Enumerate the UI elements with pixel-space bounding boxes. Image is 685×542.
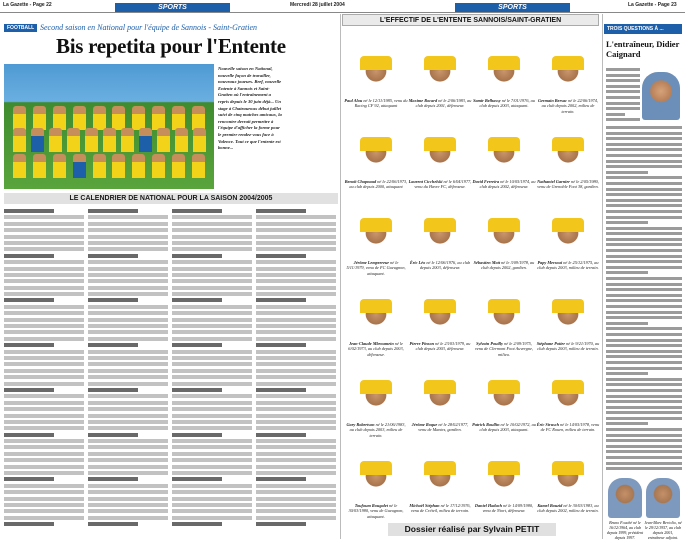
player-info: né le 12/11/1985, venu du Racing CF 92, attaquant <box>354 98 408 109</box>
player-photo <box>424 299 456 339</box>
player-info: né le 2/05/1980, venu de Grenoble Foot 38, gardien. <box>537 179 599 190</box>
player-photo <box>552 380 584 420</box>
team-photo <box>4 64 214 189</box>
sidebar-title: L'entraîneur, Didier Caignard <box>606 39 680 59</box>
left-section-band: SPORTS <box>115 3 230 12</box>
player-caption <box>536 260 600 271</box>
player-card <box>536 273 600 354</box>
player-info: né le 3/09/1978, au club depuis 2002, gardien. <box>481 260 535 271</box>
player-caption <box>472 503 536 514</box>
player-name: Laurent Cicchelski <box>408 179 443 184</box>
calendar-column <box>4 209 84 537</box>
player-info: né le 30/03/1980, venu de Gueugnon, attaquant. <box>348 503 404 519</box>
player-name: Patrick Roullin <box>472 422 500 427</box>
player-card <box>536 192 600 273</box>
player-info: né le 10/05/1974, au club depuis 2002, défenseur. <box>479 179 536 190</box>
right-section-band: SPORTS <box>455 3 570 12</box>
player-info: né le 5/11/1979, venu de FC Gueugnon, attaquant. <box>346 260 406 276</box>
president-caption: Bruno Fouché né le 16/12/1964, au club depuis 1999, président depuis 1997. <box>606 520 644 540</box>
sidebar-divider <box>602 14 603 539</box>
player-name: Pierre Pinson <box>409 341 435 346</box>
player-info: né le 21/06/1983, au club depuis 2003, milieu de terrain. <box>349 422 406 438</box>
player-photo <box>424 461 456 501</box>
sidebar-text-body <box>606 126 682 486</box>
player-photo <box>552 218 584 258</box>
player-info: né le 14/09/1980, venu de Niort, défenseur. <box>482 503 534 514</box>
player-caption <box>536 503 600 514</box>
player-card <box>344 273 408 357</box>
player-info: né le 2/09/1975, venu de Clermont Foot Auvergne, milieu. <box>474 341 534 357</box>
player-photo <box>360 218 392 258</box>
player-name: Benoît Chapnaud <box>344 179 377 184</box>
player-caption <box>408 422 472 433</box>
player-caption <box>344 503 408 519</box>
player-name: Sylvain Pouilly <box>476 341 503 346</box>
player-caption <box>472 422 536 433</box>
player-name: Kamel Bouzid <box>537 503 563 508</box>
player-card <box>472 435 536 516</box>
player-name: Jérôme Roque <box>411 422 438 427</box>
player-photo <box>360 380 392 420</box>
calendar-column <box>88 209 168 537</box>
assistant-caption: Jean-Marc Bertolio, né le 29/12/1957, au club depuis 2001, entraîneur adjoint. <box>644 520 682 540</box>
player-info: né le 22/06/1974, au club depuis 2002, milieu de terrain. <box>541 98 599 114</box>
player-caption <box>344 179 408 190</box>
player-photo <box>552 461 584 501</box>
football-tag: FOOTBALL <box>4 24 37 32</box>
player-name: Jérôme Lemprereur <box>353 260 390 265</box>
player-caption <box>408 341 472 352</box>
player-card <box>344 354 408 438</box>
player-photo <box>488 56 520 96</box>
calendar-column <box>172 209 252 537</box>
player-info: né le 6/02/1973, au club depuis 2003, défenseur. <box>348 341 404 357</box>
player-card <box>472 354 536 435</box>
player-photo <box>488 380 520 420</box>
roster-grid <box>344 30 600 517</box>
player-caption <box>536 341 600 352</box>
player-name: Stéphane Potier <box>536 341 566 346</box>
player-caption <box>344 98 408 109</box>
player-info: né le 25/12/1975, au club depuis 2003, milieu de terrain. <box>537 260 599 271</box>
assistant-photo <box>646 478 680 518</box>
player-photo <box>488 218 520 258</box>
player-name: Toufoum Rougalet <box>354 503 388 508</box>
player-photo <box>360 56 392 96</box>
coach-photo <box>642 72 680 120</box>
player-photo <box>424 56 456 96</box>
dossier-credit: Dossier réalisé par Sylvain PETIT <box>388 523 556 536</box>
issue-date: Mercredi 28 juillet 2004 <box>290 2 345 8</box>
player-card <box>408 111 472 192</box>
player-photo <box>424 218 456 258</box>
player-card <box>472 111 536 192</box>
player-info: né le 17/12/1976, venu de Créteil, milieu de terrain. <box>410 503 471 514</box>
player-info: né le 22/06/1973, au club depuis 2000, attaquant <box>349 179 408 190</box>
article-intro: Nouvelle saison en National, nouvelle façon de travailler, nouveaux joueurs. Bref, nouvelle Entente à Sannois et Saint-Gratien où l'entraînement a repris depuis le 30 juin déjà... Un stage à Chateauroux début juillet suivi de cinq matches amicaux, la rencontre devrait permettre à l'équipe d'afficher la forme pour le premier rendez-vous face à Valence. Tout ce que l'entente est bonne... <box>218 66 282 151</box>
player-info: né le 2/06/1983, au club depuis 2001, défenseur. <box>415 98 472 109</box>
player-photo <box>424 137 456 177</box>
player-info: né le 12/06/1976, au club depuis 2003, défenseur. <box>419 260 471 271</box>
player-card <box>536 435 600 516</box>
player-info: né le 23/03/1979, au club depuis 2003, défenseur. <box>415 341 471 352</box>
president-photo <box>608 478 642 518</box>
player-card <box>408 192 472 273</box>
player-card <box>472 30 536 111</box>
player-name: Éric Léo <box>409 260 426 265</box>
player-caption <box>408 98 472 109</box>
player-info: né le 28/02/1977, venu de Mantes, gardien. <box>418 422 469 433</box>
player-name: Samir Belhassy <box>473 98 501 103</box>
player-name: Germain Bersac <box>537 98 567 103</box>
player-caption <box>408 503 472 514</box>
player-card <box>408 30 472 111</box>
player-info: né le 30/03/1983, au club depuis 2002, milieu de terrain. <box>537 503 599 514</box>
player-info: né le 9/21/1970, au club depuis 2003, milieu de terrain. <box>537 341 600 352</box>
player-card <box>536 111 600 192</box>
player-name: Papy Mersoui <box>537 260 563 265</box>
player-name: Gary Robertson <box>346 422 375 427</box>
player-name: Jean-Claude Mbroumein <box>348 341 394 346</box>
player-photo <box>488 137 520 177</box>
player-name: Michaël Stéphan <box>409 503 440 508</box>
article-kicker: Second saison en National pour l'équipe de Sannois - Saint-Gratien <box>40 23 258 32</box>
player-name: Maxime Rocard <box>408 98 438 103</box>
player-photo <box>552 299 584 339</box>
player-info: né le 7/01/1976, au club depuis 2003, attaquant. <box>479 98 535 109</box>
player-photo <box>488 461 520 501</box>
player-card <box>344 30 408 111</box>
player-name: Sébastien Mott <box>473 260 501 265</box>
player-name: Paul Alou <box>344 98 363 103</box>
player-photo <box>488 299 520 339</box>
player-photo <box>360 299 392 339</box>
player-card <box>536 30 600 114</box>
player-card <box>408 435 472 516</box>
player-photo <box>360 461 392 501</box>
player-caption <box>472 179 536 190</box>
page-gutter <box>340 14 341 539</box>
player-card <box>472 192 536 273</box>
player-caption <box>472 260 536 271</box>
player-caption <box>536 422 600 433</box>
sidebar-text-top <box>606 68 640 126</box>
player-info: né le 6/04/1977, venu du Havre FC, défenseur. <box>414 179 472 190</box>
calendar-column <box>256 209 336 537</box>
player-card <box>408 354 472 435</box>
player-caption <box>408 179 472 190</box>
player-caption <box>536 179 600 190</box>
player-photo <box>360 137 392 177</box>
player-name: Daniel Hadach <box>474 503 503 508</box>
player-card <box>472 273 536 357</box>
sidebar-heading: TROIS QUESTIONS À ... <box>604 24 682 34</box>
page-header <box>0 0 685 13</box>
player-photo <box>424 380 456 420</box>
roster-title: L'EFFECTIF DE L'ENTENTE SANNOIS/SAINT-GRATIEN <box>342 14 599 26</box>
player-info: né le 10/02/1972, au club depuis 2003, attaquant. <box>479 422 536 433</box>
player-name: Éric Sirusch <box>536 422 560 427</box>
player-card <box>536 354 600 435</box>
player-name: David Ferreira <box>472 179 500 184</box>
player-name: Nathaniel Garnier <box>537 179 570 184</box>
player-card <box>344 111 408 192</box>
calendar-title: LE CALENDRIER DE NATIONAL POUR LA SAISON 2004/2005 <box>4 193 338 204</box>
player-caption <box>472 98 536 109</box>
left-page-label: La Gazette - Page 22 <box>3 2 52 8</box>
player-photo <box>552 137 584 177</box>
player-info: né le 14/05/1978, venu de FC Rouen, milieu de terrain. <box>540 422 600 433</box>
player-photo <box>552 56 584 96</box>
player-card <box>408 273 472 354</box>
article-headline: Bis repetita pour l'Entente <box>56 34 286 58</box>
right-page-label: La Gazette - Page 23 <box>628 2 677 8</box>
player-card <box>344 192 408 276</box>
player-caption <box>408 260 472 271</box>
player-card <box>344 435 408 519</box>
